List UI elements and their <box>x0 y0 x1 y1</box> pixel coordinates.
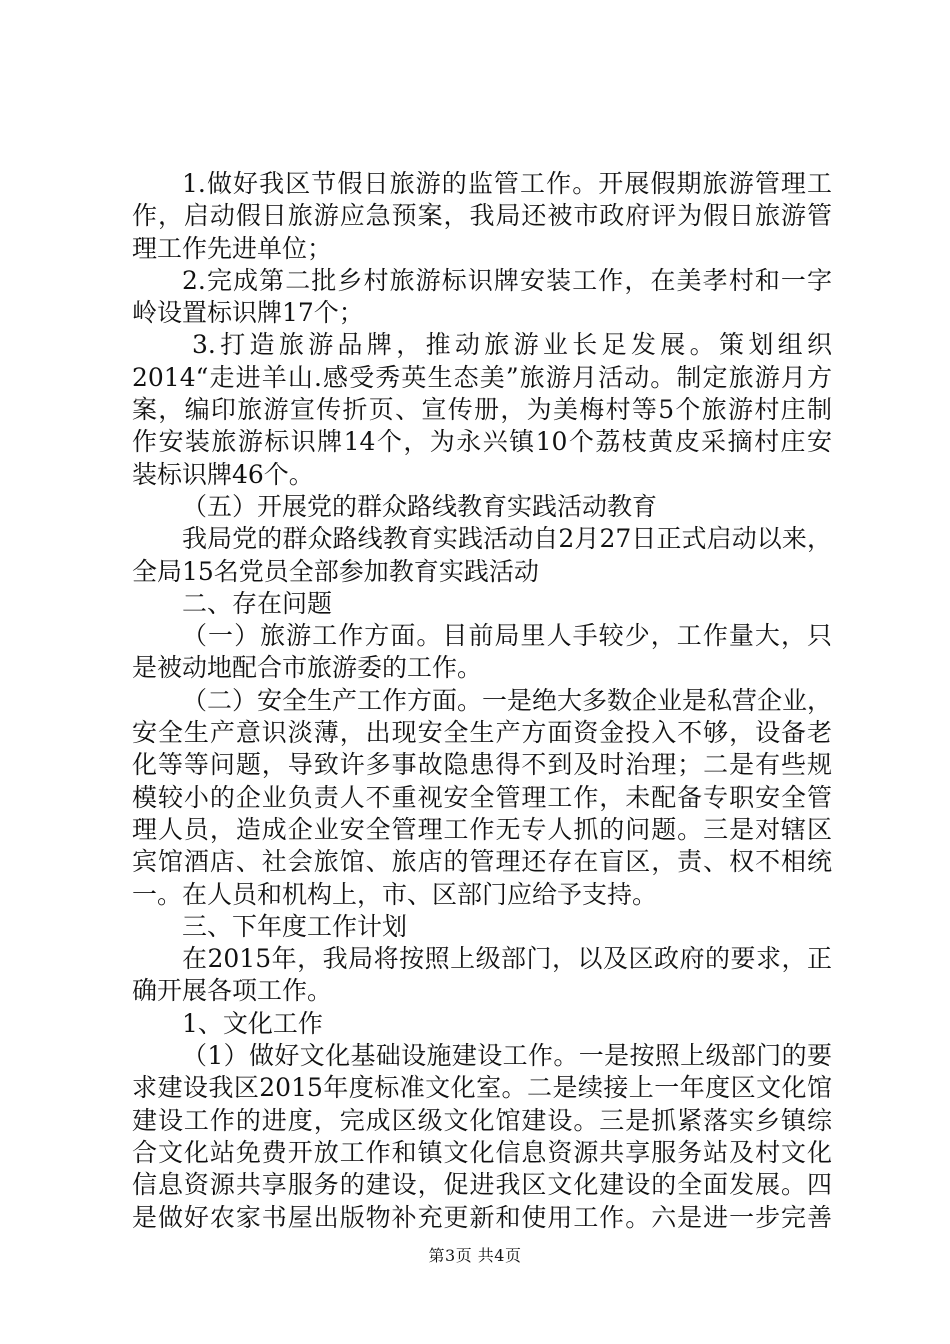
paragraph-line: 合文化站免费开放工作和镇文化信息资源共享服务站及村文化 <box>132 1137 832 1167</box>
document-body <box>132 168 832 1234</box>
paragraph-line: （一）旅游工作方面。目前局里人手较少，工作量大，只 <box>182 621 832 651</box>
paragraph-line: 全局15名党员全部参加教育实践活动 <box>132 556 539 586</box>
paragraph-line: 理工作先进单位； <box>132 233 333 263</box>
paragraph-line: 我局党的群众路线教育实践活动自2月27日正式启动以来， <box>182 524 832 554</box>
paragraph-line: 2014“走进羊山.感受秀英生态美”旅游月活动。制定旅游月方 <box>132 362 832 392</box>
paragraph-line: 信息资源共享服务的建设，促进我区文化建设的全面发展。四 <box>132 1170 832 1200</box>
paragraph-line: 1.做好我区节假日旅游的监管工作。开展假期旅游管理工 <box>182 169 832 198</box>
paragraph-line: 是被动地配合市旅游委的工作。 <box>132 653 483 683</box>
section-heading: （五）开展党的群众路线教育实践活动教育 <box>182 491 658 521</box>
paragraph-line: 是做好农家书屋出版物补充更新和使用工作。六是进一步完善 <box>132 1202 832 1232</box>
paragraph-line: （1）做好文化基础设施建设工作。一是按照上级部门的要 <box>182 1041 832 1071</box>
section-heading: 三、下年度工作计划 <box>182 911 408 941</box>
paragraph-line: 安全生产意识淡薄，出现安全生产方面资金投入不够，设备老 <box>132 718 832 748</box>
paragraph-line: 岭设置标识牌17个； <box>132 298 364 328</box>
paragraph-line: 理人员，造成企业安全管理工作无专人抓的问题。三是对辖区 <box>132 814 832 844</box>
paragraph-line: 2.完成第二批乡村旅游标识牌安装工作，在美孝村和一字 <box>182 265 832 295</box>
paragraph-line: 化等等问题，导致许多事故隐患得不到及时治理；二是有些规 <box>132 750 832 780</box>
paragraph-line: 确开展各项工作。 <box>132 976 333 1006</box>
section-heading: 二、存在问题 <box>182 588 333 618</box>
section-heading: 1、文化工作 <box>182 1008 323 1038</box>
paragraph-line: （二）安全生产工作方面。一是绝大多数企业是私营企业， <box>182 685 832 715</box>
paragraph-line: 一。在人员和机构上，市、区部门应给予支持。 <box>132 879 658 909</box>
page-footer: 第3页 共4页 <box>428 1246 522 1265</box>
paragraph-line: 宾馆酒店、社会旅馆、旅店的管理还存在盲区，责、权不相统 <box>132 847 832 877</box>
paragraph-line: 作安装旅游标识牌14个，为永兴镇10个荔枝黄皮采摘村庄安 <box>132 427 832 457</box>
paragraph-line: 装标识牌46个。 <box>132 459 314 489</box>
paragraph-line: 建设工作的进度，完成区级文化馆建设。三是抓紧落实乡镇综 <box>132 1105 832 1135</box>
paragraph-line: 3.打造旅游品牌，推动旅游业长足发展。策划组织 <box>192 330 832 360</box>
paragraph-line: 在2015年，我局将按照上级部门，以及区政府的要求，正 <box>182 944 832 974</box>
paragraph-line: 案，编印旅游宣传折页、宣传册，为美梅村等5个旅游村庄制 <box>132 395 832 425</box>
paragraph-line: 求建设我区2015年度标准文化室。二是续接上一年度区文化馆 <box>132 1073 832 1103</box>
paragraph-line: 模较小的企业负责人不重视安全管理工作，未配备专职安全管 <box>132 782 832 812</box>
paragraph-line: 作，启动假日旅游应急预案，我局还被市政府评为假日旅游管 <box>132 201 832 231</box>
